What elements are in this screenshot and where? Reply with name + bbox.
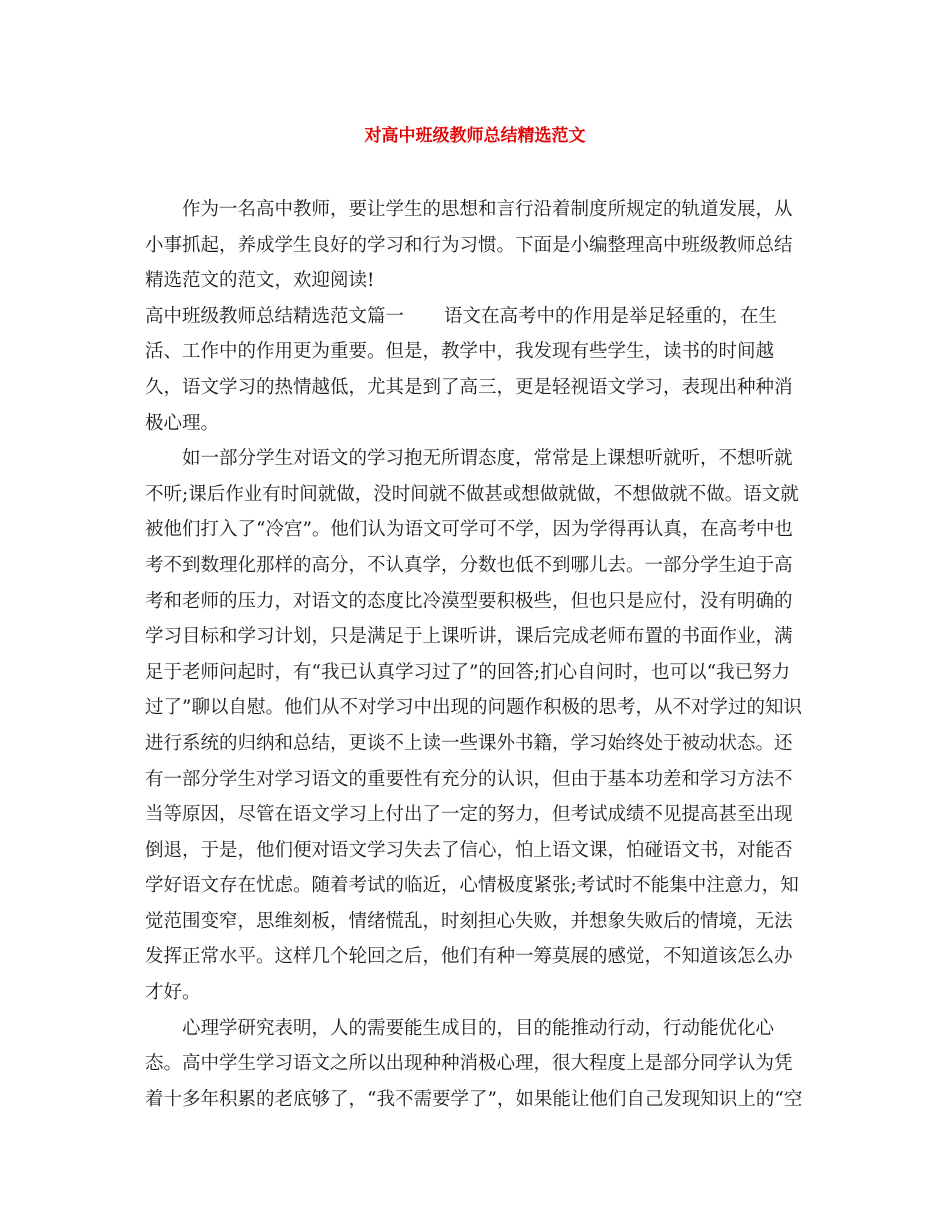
paragraph-2: 如一部分学生对语文的学习抱无所谓态度，常常是上课想听就听，不想听就不听;课后作业有时间就做，没时间就不做甚或想做就做，不想做就不做。语文就被他们打入了“冷宫”。他们认为语文可学可不学，因为学得再认真，在高考中也考不到数理化那样的高分，不认真学，分数也低不到哪儿去。一部分学生迫于高考和老师的压力，对语文的态度比冷漠型要积极些，但也只是应付，没有明确的学习目标和学习计划，只是满足于上课听讲，课后完成老师布置的书面作业，满足于老师问起时，有“我已认真学习过了”的回答;扪心自问时，也可以“我已努力过了”聊以自慰。他们从不对学习中出现的问题作积极的思考，从不对学过的知识进行系统的归纳和总结，更谈不上读一些课外书籍，学习始终处于被动状态。还有一部分学生对学习语文的重要性有充分的认识，但由于基本功差和学习方法不当等原因，尽管在语文学习上付出了一定的努力，但考试成绩不见提高甚至出现倒退，于是，他们便对语文学习失去了信心，怕上语文课，怕碰语文书，对能否学好语文存在忧虑。随着考试的临近，心情极度紧张;考试时不能集中注意力，知觉范围变窄，思维刻板，情绪慌乱，时刻担心失败，并想象失败后的情境，无法发挥正常水平。这样几个轮回之后，他们有种一筹莫展的感觉，不知道该怎么办才好。	[145, 448, 802, 1004]
section-heading: 高中班级教师总结精选范文篇一	[145, 305, 405, 327]
section-first-text: 语文在高考中的作用是举足轻重的，在生活、工作中的作用更为重要。但是，教学中，我发现有些学生，读书的时间越久，语文学习的热情越低，尤其是到了高三，更是轻视语文学习，表现出种种消极心理。	[145, 305, 793, 434]
document-title: 对高中班级教师总结精选范文	[364, 126, 586, 146]
section-paragraph	[145, 299, 805, 441]
paragraph-3: 心理学研究表明，人的需要能生成目的，目的能推动行动，行动能优化心态。高中学生学习语文之所以出现种种消极心理，很大程度上是部分同学认为凭着十多年积累的老底够了，“我不需要学了”，如果能让他们自己发现知识上的“空	[145, 1017, 803, 1110]
intro-paragraph: 作为一名高中教师，要让学生的思想和言行沿着制度所规定的轨道发展，从小事抓起，养成学生良好的学习和行为习惯。下面是小编整理高中班级教师总结精选范文的范文，欢迎阅读!	[145, 199, 793, 292]
document-body	[145, 192, 805, 1117]
